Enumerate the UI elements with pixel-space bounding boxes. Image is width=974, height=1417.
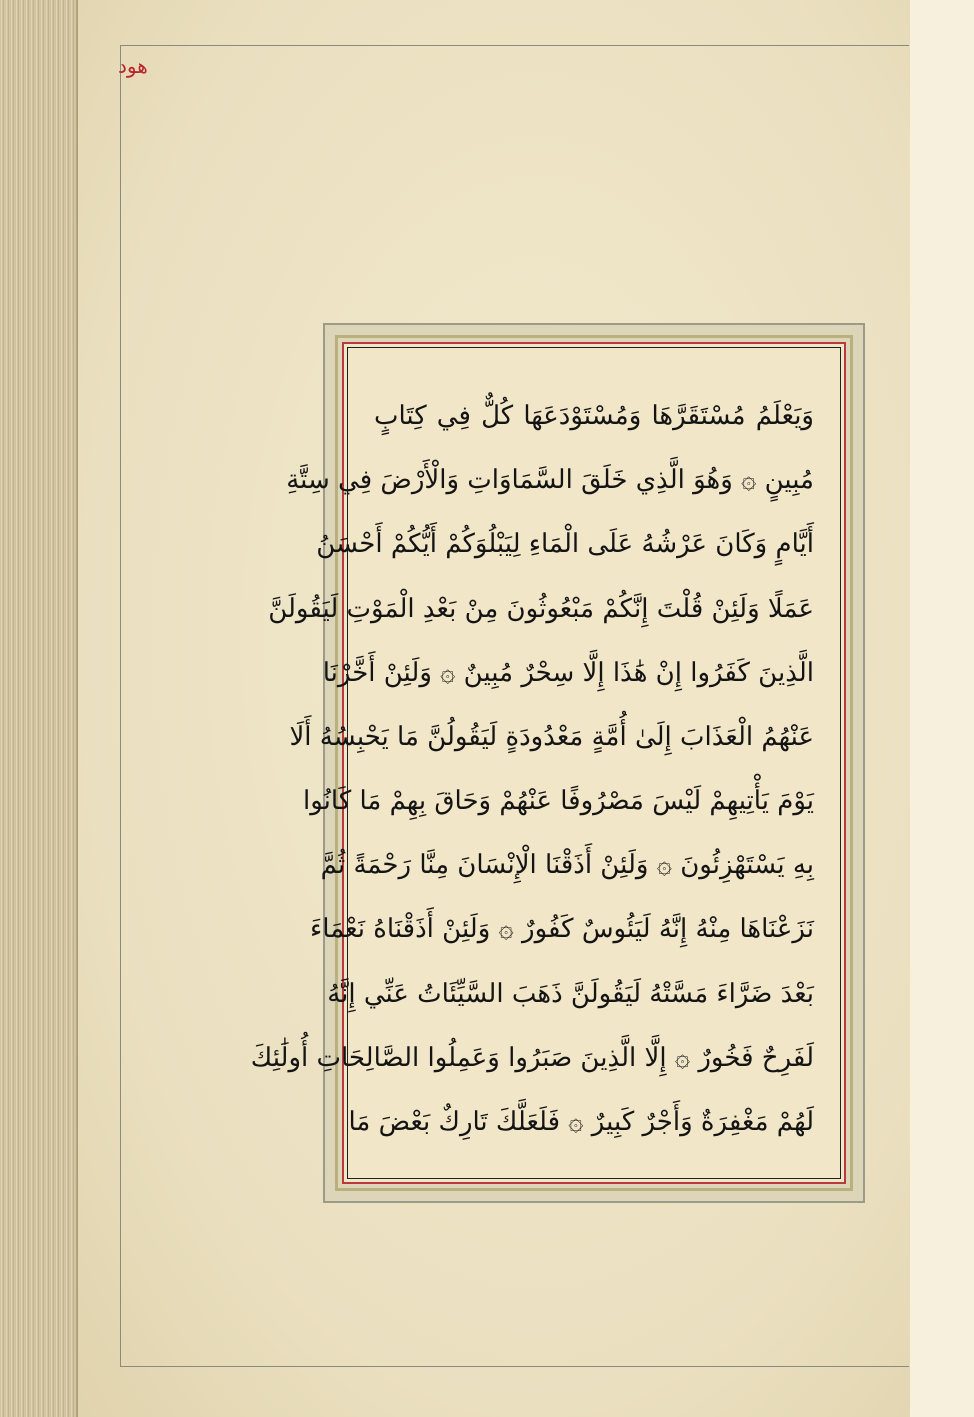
text-line-10: بَعْدَ ضَرَّاءَ مَسَّتْهُ لَيَقُولَنَّ ذَهَبَ السَّيِّئَاتُ عَنِّي إِنَّهُ [327, 978, 814, 1009]
text-line-6: عَنْهُمُ الْعَذَابَ إِلَىٰ أُمَّةٍ مَعْدُودَةٍ لَيَقُولُنَّ مَا يَحْبِسُهُ أَلَا [289, 721, 814, 752]
surah-label: هود [118, 54, 148, 78]
text-line-9: نَزَعْنَاهَا مِنْهُ إِنَّهُ لَيَئُوسٌ كَفُورٌ ۞ وَلَئِنْ أَذَقْنَاهُ نَعْمَاءَ [310, 914, 814, 945]
text-line-12: لَهُمْ مَغْفِرَةٌ وَأَجْرٌ كَبِيرٌ ۞ فَلَعَلَّكَ تَارِكٌ بَعْضَ مَا [348, 1106, 814, 1137]
page-edges [0, 0, 80, 1417]
text-line-7: يَوْمَ يَأْتِيهِمْ لَيْسَ مَصْرُوفًا عَنْهُمْ وَحَاقَ بِهِمْ مَا كَانُوا [303, 786, 814, 817]
text-line-2: مُبِينٍ ۞ وَهُوَ الَّذِي خَلَقَ السَّمَاوَاتِ وَالْأَرْضَ فِي سِتَّةِ [286, 465, 814, 496]
text-line-11: لَفَرِحٌ فَخُورٌ ۞ إِلَّا الَّذِينَ صَبَرُوا وَعَمِلُوا الصَّالِحَاتِ أُولَٰئِكَ [250, 1042, 814, 1073]
text-line-4: عَمَلًا وَلَئِنْ قُلْتَ إِنَّكُمْ مَبْعُوثُونَ مِنْ بَعْدِ الْمَوْتِ لَيَقُولَنَّ [268, 593, 814, 624]
panel-text-area [250, 342, 846, 1184]
text-line-3: أَيَّامٍ وَكَانَ عَرْشُهُ عَلَى الْمَاءِ لِيَبْلُوَكُمْ أَيُّكُمْ أَحْسَنُ [316, 529, 814, 560]
text-lines [250, 384, 814, 1154]
text-line-5: الَّذِينَ كَفَرُوا إِنْ هَٰذَا إِلَّا سِحْرٌ مُبِينٌ ۞ وَلَئِنْ أَخَّرْنَا [322, 657, 814, 688]
page-margin-strip [910, 0, 974, 1417]
text-panel [250, 323, 865, 1203]
text-line-1: وَيَعْلَمُ مُسْتَقَرَّهَا وَمُسْتَوْدَعَهَا كُلٌّ فِي كِتَابٍ [374, 401, 814, 431]
text-line-8: بِهِ يَسْتَهْزِئُونَ ۞ وَلَئِنْ أَذَقْنَا الْإِنْسَانَ مِنَّا رَحْمَةً ثُمَّ [320, 850, 814, 881]
